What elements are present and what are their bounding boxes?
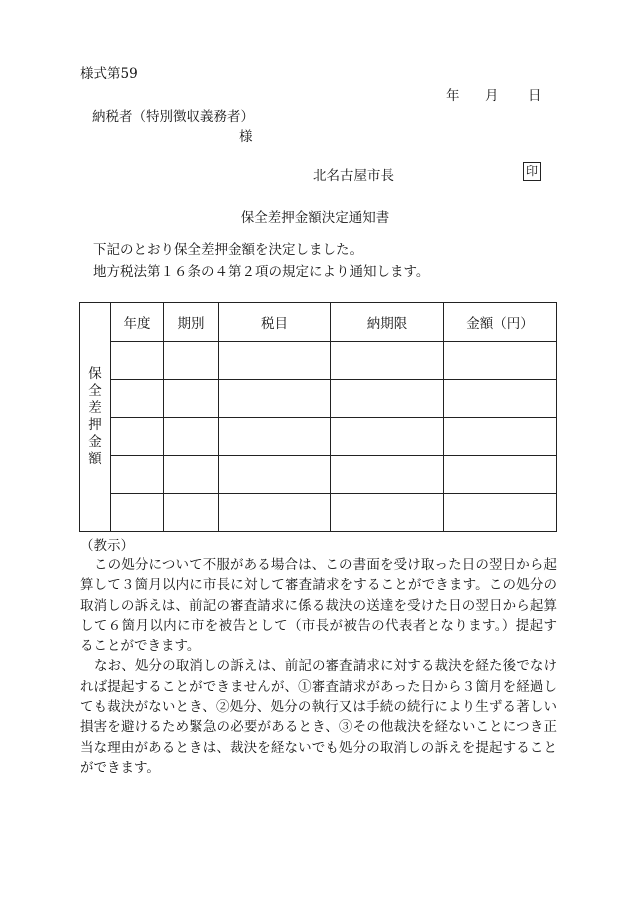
honorific-sama: 様 — [239, 129, 253, 145]
table-cell — [444, 456, 557, 494]
date-day: 日 — [528, 88, 542, 104]
table-row — [80, 494, 557, 532]
table-cell — [111, 380, 164, 418]
column-header-year: 年度 — [111, 303, 164, 342]
date-year: 年 — [446, 88, 460, 104]
table-cell — [331, 418, 444, 456]
date-line — [446, 84, 542, 104]
table-cell — [331, 380, 444, 418]
table-cell — [164, 494, 219, 532]
notice-text — [80, 555, 557, 778]
notice-paragraph-1: この処分について不服がある場合は、この書面を受け取った日の翌日から起算して３箇月以内に市長に対して審査請求をすることができます。この処分の取消しの訴えは、前記の審査請求に係る裁決の送達を受けた日の翌日から起算して６箇月以内に市を被告として（市長が被告の代表者となります。）提起することができます。 — [80, 557, 557, 655]
amount-table — [79, 302, 557, 532]
column-header-period: 期別 — [164, 303, 219, 342]
side-label — [80, 366, 110, 468]
column-header-due-date: 納期限 — [331, 303, 444, 342]
side-label-char: 額 — [88, 451, 102, 467]
notice-label: （教示） — [80, 538, 134, 554]
column-header-amount: 金額（円） — [444, 303, 557, 342]
table-row — [80, 342, 557, 380]
document-title: 保全差押金額決定通知書 — [240, 210, 390, 226]
table-cell — [444, 418, 557, 456]
table-cell — [164, 418, 219, 456]
date-month: 月 — [485, 88, 499, 104]
table-cell — [219, 456, 331, 494]
column-header-tax-item: 税目 — [219, 303, 331, 342]
addressee-label: 納税者（特別徴収義務者） — [92, 109, 254, 125]
intro-line-1: 下記のとおり保全差押金額を決定しました。 — [93, 242, 363, 258]
side-label-char: 保 — [88, 366, 102, 382]
table-cell — [111, 494, 164, 532]
table-cell — [444, 494, 557, 532]
table-cell — [219, 380, 331, 418]
side-label-cell — [80, 303, 111, 532]
table-cell — [331, 494, 444, 532]
table-cell — [219, 418, 331, 456]
side-label-char: 押 — [88, 417, 102, 433]
table-cell — [331, 342, 444, 380]
intro-text — [80, 239, 429, 283]
table-row — [80, 456, 557, 494]
form-number: 様式第59 — [80, 66, 138, 82]
table-cell — [164, 342, 219, 380]
table-cell — [164, 456, 219, 494]
issuer-name: 北名古屋市長 — [313, 168, 394, 184]
table-cell — [111, 342, 164, 380]
table-cell — [331, 456, 444, 494]
table-cell — [219, 494, 331, 532]
table-cell — [444, 380, 557, 418]
intro-line-2: 地方税法第１６条の４第２項の規定により通知します。 — [93, 264, 430, 280]
side-label-char: 差 — [88, 400, 102, 416]
table-cell — [164, 380, 219, 418]
table-cell — [111, 418, 164, 456]
table-row — [80, 380, 557, 418]
side-label-char: 全 — [88, 383, 102, 399]
table-header-row — [80, 303, 557, 342]
table-cell — [444, 342, 557, 380]
table-cell — [111, 456, 164, 494]
notice-paragraph-2: なお、処分の取消しの訴えは、前記の審査請求に対する裁決を経た後でなければ提起することができませんが、①審査請求があった日から３箇月を経過しても裁決がないとき、②処分、処分の執行又は手続の続行により生ずる著しい損害を避けるため緊急の必要があるとき、③その他裁決を経ないことにつき正当な理由があるときは、裁決を経ないでも処分の取消しの訴えを提起することができます。 — [80, 658, 557, 776]
seal-box: 印 — [523, 162, 541, 181]
side-label-char: 金 — [88, 434, 102, 450]
table-row — [80, 418, 557, 456]
table-cell — [219, 342, 331, 380]
